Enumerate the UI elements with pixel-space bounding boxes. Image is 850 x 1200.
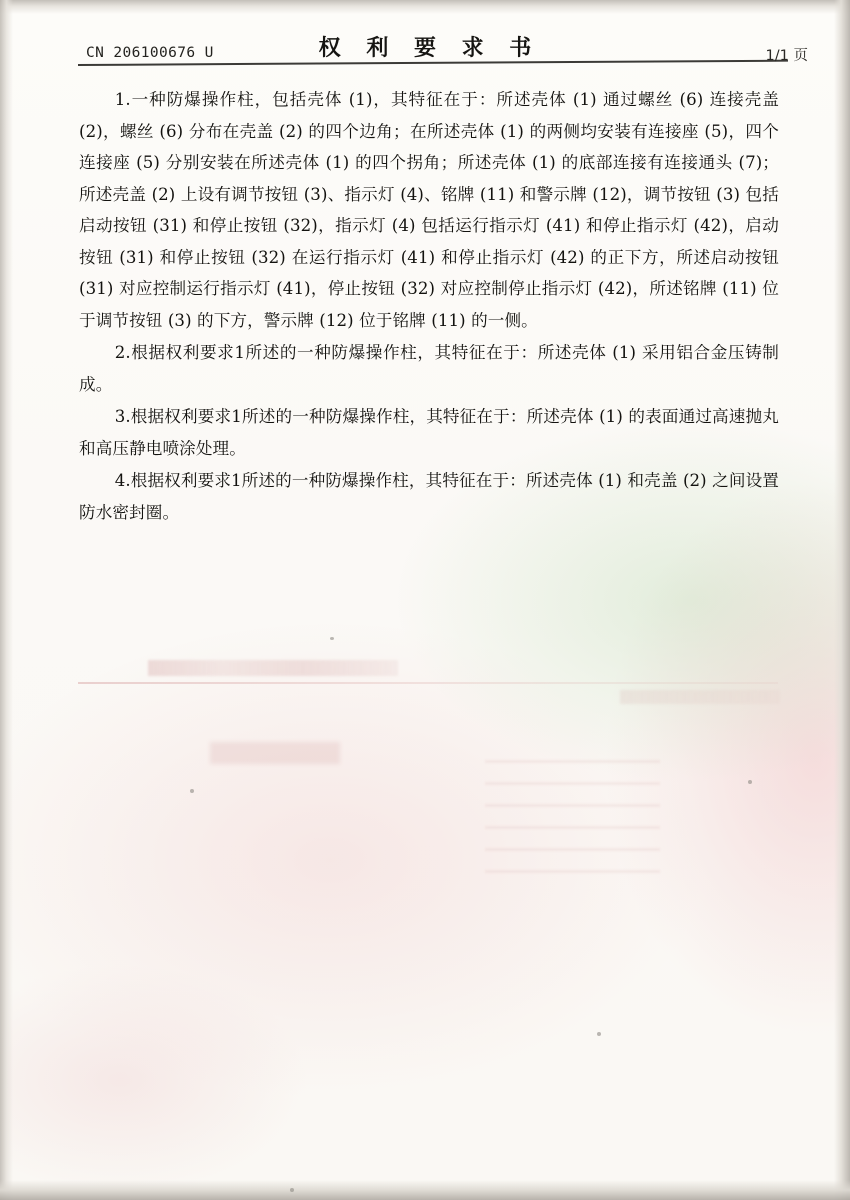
scan-speck — [290, 1188, 294, 1192]
scan-speck — [748, 780, 752, 784]
claim-item: 3.根据权利要求1所述的一种防爆操作柱，其特征在于：所述壳体 (1) 的表面通过高速抛丸和高压静电喷涂处理。 — [79, 407, 779, 458]
page-title: 权 利 要 求 书 — [318, 35, 541, 61]
scan-speck — [190, 789, 194, 793]
scan-speck — [597, 1032, 601, 1036]
scan-artifact-stamp — [148, 660, 398, 676]
publication-number: CN 206100676 U — [86, 45, 214, 61]
scan-artifact-smudge — [210, 742, 340, 764]
page-edge-left — [0, 0, 13, 1200]
page-edge-bottom — [0, 1180, 850, 1200]
claims-body — [79, 84, 779, 529]
claim-item: 1.一种防爆操作柱，包括壳体 (1)，其特征在于：所述壳体 (1) 通过螺丝 (6) 连接壳盖 (2)，螺丝 (6) 分布在壳盖 (2) 的四个边角；在所述壳体 (1) 的两侧均安装有连接座 (5)，四个连接座 (5) 分别安装在所述壳体 (1) 的四个拐角；所述壳体 (1) 的底部连接有连接通头 (7)；所述壳盖 (2) 上设有调节按钮 (3)、指示灯 (4)、铭牌 (11) 和警示牌 (12)，调节按钮 (3) 包括启动按钮 (31) 和停止按钮 (32)，指示灯 (4) 包括运行指示灯 (41) 和停止指示灯 (42)，启动按钮 (31) 和停止按钮 (32) 在运行指示灯 (41) 和停止指示灯 (42) 的正下方，所述启动按钮 (31) 对应控制运行指示灯 (41)，停止按钮 (32) 对应控制停止指示灯 (42)，所述铭牌 (11) 位于调节按钮 (3) 的下方，警示牌 (12) 位于铭牌 (11) 的一侧。 — [79, 90, 779, 330]
claim-item: 2.根据权利要求1所述的一种防爆操作柱，其特征在于：所述壳体 (1) 采用铝合金压铸制成。 — [79, 343, 779, 394]
page-edge-right — [834, 0, 850, 1200]
claim-item: 4.根据权利要求1所述的一种防爆操作柱，其特征在于：所述壳体 (1) 和壳盖 (2) 之间设置防水密封圈。 — [79, 471, 779, 522]
scan-artifact-line — [78, 682, 778, 684]
scan-speck — [330, 637, 334, 640]
scan-artifact-smudge — [485, 760, 660, 880]
page-number: 1/1 页 — [765, 48, 808, 64]
scan-artifact-stamp — [620, 690, 780, 704]
page-edge-top — [0, 0, 850, 14]
